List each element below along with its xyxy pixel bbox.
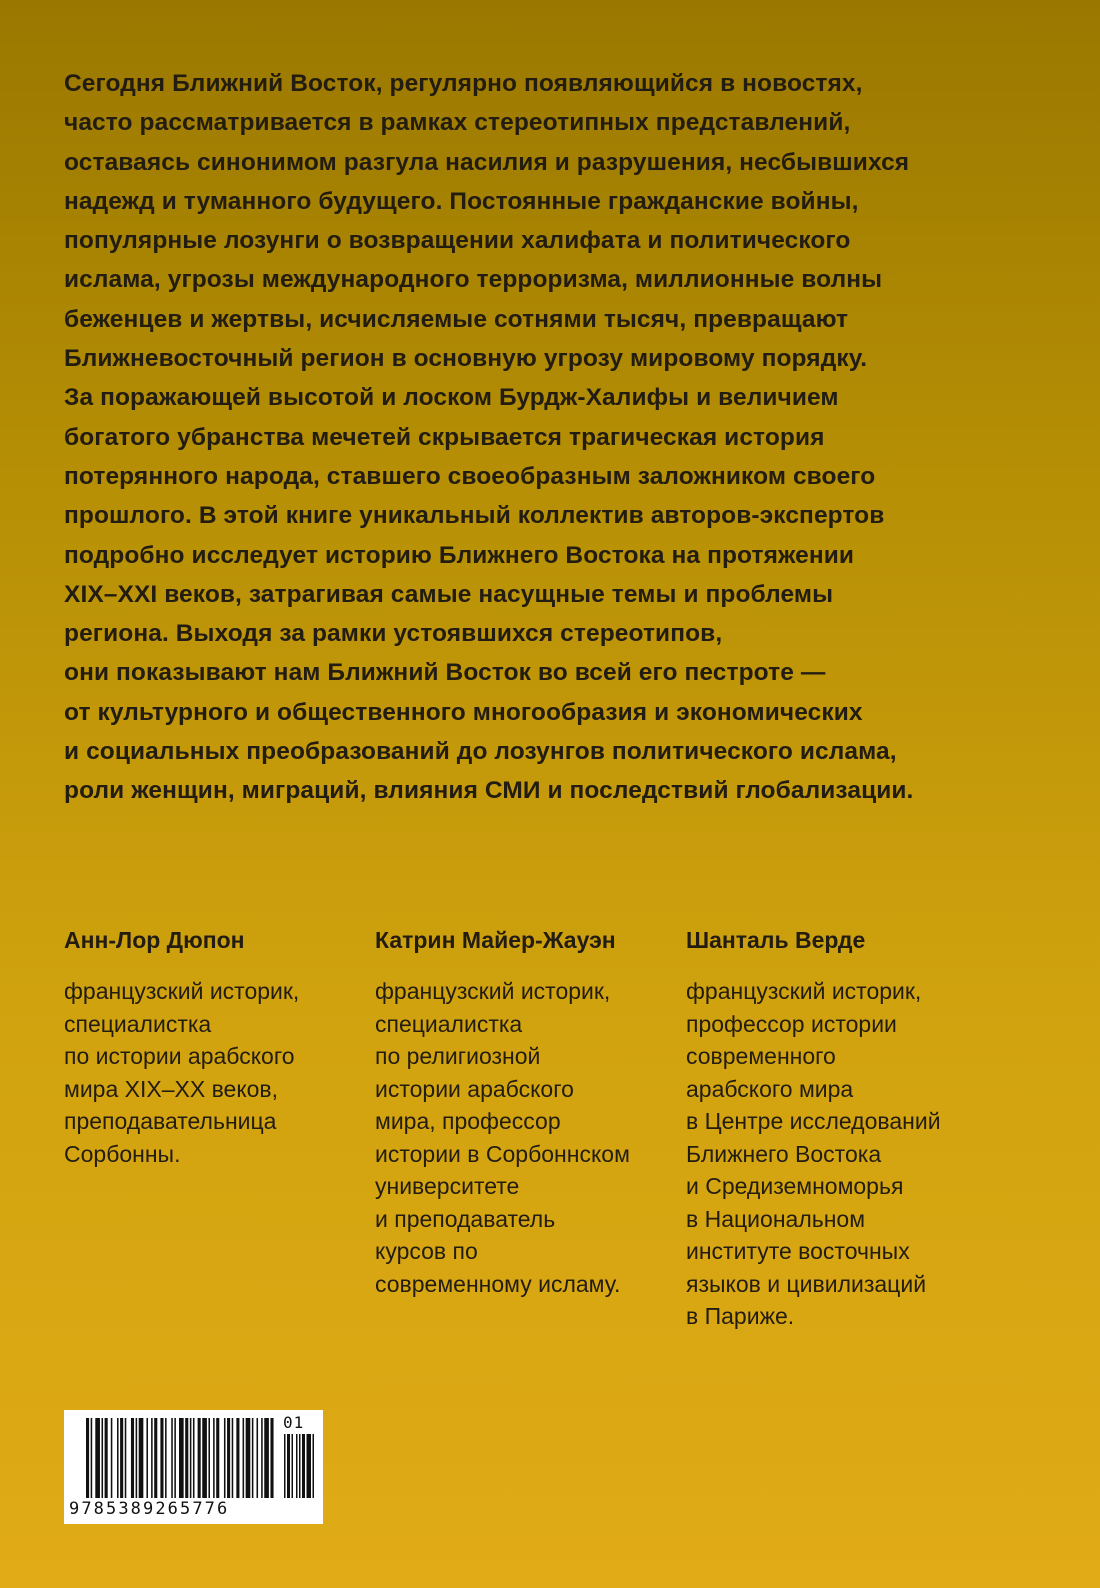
barcode-bar [202, 1418, 207, 1498]
author-name: Шанталь Верде [686, 927, 866, 953]
barcode-bar [102, 1418, 104, 1498]
blurb-line: от культурного и общественного многообразия и экономических [64, 698, 863, 726]
author-dupont [64, 925, 364, 1170]
blurb-line: и социальных преобразований до лозунгов политического ислама, [64, 738, 897, 766]
barcode-bar [151, 1418, 153, 1498]
author-bio [64, 975, 364, 1170]
author-bio-line: мира, профессор [375, 1108, 561, 1134]
author-bio-line: Ближнего Востока [686, 1140, 882, 1167]
author-bio-line: современного [686, 1043, 836, 1069]
barcode-bar [146, 1418, 148, 1498]
barcode-addon-bar [299, 1434, 301, 1498]
blurb-line: часто рассматривается в рамках стереотипных представлений, [64, 109, 851, 137]
author-bio-line: в Национальном [686, 1205, 866, 1232]
author-bio-line: и Средиземноморья [686, 1173, 904, 1199]
author-bio-line: истории в Сорбоннском [375, 1140, 630, 1167]
author-bio-line: в Париже. [686, 1303, 795, 1329]
barcode-bar [91, 1418, 93, 1498]
author-bio-line: по религиозной [375, 1043, 541, 1069]
barcode-bar [190, 1418, 192, 1498]
barcode-bar [154, 1418, 157, 1498]
author-bio-line: арабского мира [686, 1075, 854, 1102]
author-bio-line: в Центре исследований [686, 1108, 941, 1134]
author-bio-line: французский историк, [64, 978, 300, 1004]
isbn-number: 9785389265776 [69, 1499, 230, 1519]
barcode-bar [105, 1418, 108, 1498]
blurb-line: беженцев и жертвы, исчисляемые сотнями тысяч, превращают [64, 305, 849, 333]
author-verdeil [686, 925, 986, 1333]
author-bio-line: институте восточных [686, 1238, 910, 1264]
barcode-bar [224, 1418, 226, 1498]
cover-blurb [64, 64, 1054, 811]
blurb-line: роли женщин, миграций, влияния СМИ и последствий глобализации. [64, 777, 914, 805]
authors-section [64, 925, 1054, 1345]
barcode-bar [174, 1418, 176, 1498]
author-bio-line: курсов по [375, 1238, 478, 1264]
barcode-bar [136, 1418, 138, 1498]
blurb-line: XIX–XXI веков, затрагивая самые насущные темы и проблемы [64, 580, 834, 608]
author-bio [686, 975, 986, 1333]
barcode-bar [213, 1418, 215, 1498]
barcode-bar [111, 1418, 113, 1498]
barcode-bar [270, 1418, 273, 1498]
barcode-bar [160, 1418, 163, 1498]
author-bio-line: французский историк, [375, 978, 611, 1004]
isbn-barcode [64, 1410, 323, 1524]
author-bio-line: Сорбонны. [64, 1140, 181, 1167]
author-bio-line: преподавательница [64, 1108, 277, 1134]
barcode-addon-bar [284, 1434, 286, 1498]
barcode-bar [179, 1418, 184, 1498]
barcode-bar [171, 1418, 173, 1498]
author-bio-line: специалистка [375, 1010, 523, 1037]
author-bio-line: мира XIX–XX веков, [64, 1075, 279, 1102]
author-bio-line: профессор истории [686, 1010, 897, 1037]
barcode-bar [227, 1418, 230, 1498]
barcode-bar [185, 1418, 188, 1498]
barcode-bar [252, 1418, 254, 1498]
author-bio-line: по истории арабского [64, 1043, 295, 1069]
author-bio-line: современному исламу. [375, 1270, 621, 1297]
blurb-line: они показывают нам Ближний Восток во всей его пестроте — [64, 659, 826, 687]
barcode-bar [236, 1418, 239, 1498]
barcode-bar [86, 1418, 89, 1498]
blurb-line: популярные лозунги о возвращении халифата и политического [64, 227, 851, 255]
barcode-bar [232, 1418, 234, 1498]
barcode-bar [95, 1418, 100, 1498]
blurb-line: прошлого. В этой книге уникальный коллектив авторов-экспертов [64, 502, 885, 530]
barcode-bar [117, 1418, 119, 1498]
barcode-bar [120, 1418, 123, 1498]
author-bio-line: специалистка [64, 1010, 212, 1037]
barcode-bar [243, 1418, 245, 1498]
barcode-bar [139, 1418, 144, 1498]
barcode-addon-bar [296, 1434, 298, 1498]
author-name: Анн-Лор Дюпон [64, 927, 245, 953]
author-bio-line: и преподаватель [375, 1205, 556, 1232]
blurb-line: ислама, угрозы международного терроризма, миллионные волны [64, 266, 883, 294]
barcode-addon-bar [292, 1434, 294, 1498]
blurb-line: потерянного народа, ставшего своеобразным заложником своего [64, 462, 876, 490]
author-name: Катрин Майер-Жауэн [375, 927, 616, 953]
barcode-bar [165, 1418, 167, 1498]
author-bio-line: французский историк, [686, 978, 922, 1004]
blurb-line: Сегодня Ближний Восток, регулярно появляющийся в новостях, [64, 70, 863, 97]
barcode-bar [198, 1418, 201, 1498]
blurb-line: Ближневосточный регион в основную угрозу мировому порядку. [64, 345, 868, 373]
barcode-bar [193, 1418, 195, 1498]
blurb-line: региона. Выходя за рамки устоявшихся стереотипов, [64, 620, 723, 648]
author-bio [375, 975, 675, 1300]
barcode-bar [264, 1418, 269, 1498]
barcode-addon-bar [287, 1434, 290, 1498]
barcode-bar [246, 1418, 251, 1498]
author-bio-line: языков и цивилизаций [686, 1270, 927, 1297]
blurb-line: За поражающей высотой и лоском Бурдж-Халифы и величием [64, 384, 839, 412]
barcode-bar [208, 1418, 210, 1498]
barcode-addon-bar [302, 1434, 305, 1498]
isbn-addon: 01 [283, 1413, 305, 1432]
barcode-bar [131, 1418, 134, 1498]
barcode-bar [216, 1418, 219, 1498]
barcode-addon-bar [313, 1434, 315, 1498]
author-mayeur-jaouen [375, 925, 675, 1300]
blurb-line: подробно исследует историю Ближнего Востока на протяжении [64, 541, 855, 569]
barcode-bar [257, 1418, 259, 1498]
author-bio-line: университете [375, 1173, 520, 1199]
blurb-line: надежд и туманного будущего. Постоянные гражданские войны, [64, 187, 859, 215]
barcode-addon-bar [307, 1434, 312, 1498]
blurb-line: оставаясь синонимом разгула насилия и разрушения, несбывшихся [64, 148, 910, 176]
author-bio-line: истории арабского [375, 1075, 574, 1102]
barcode-bar [261, 1418, 263, 1498]
blurb-line: богатого убранства мечетей скрывается трагическая история [64, 423, 825, 451]
barcode-bar [125, 1418, 127, 1498]
